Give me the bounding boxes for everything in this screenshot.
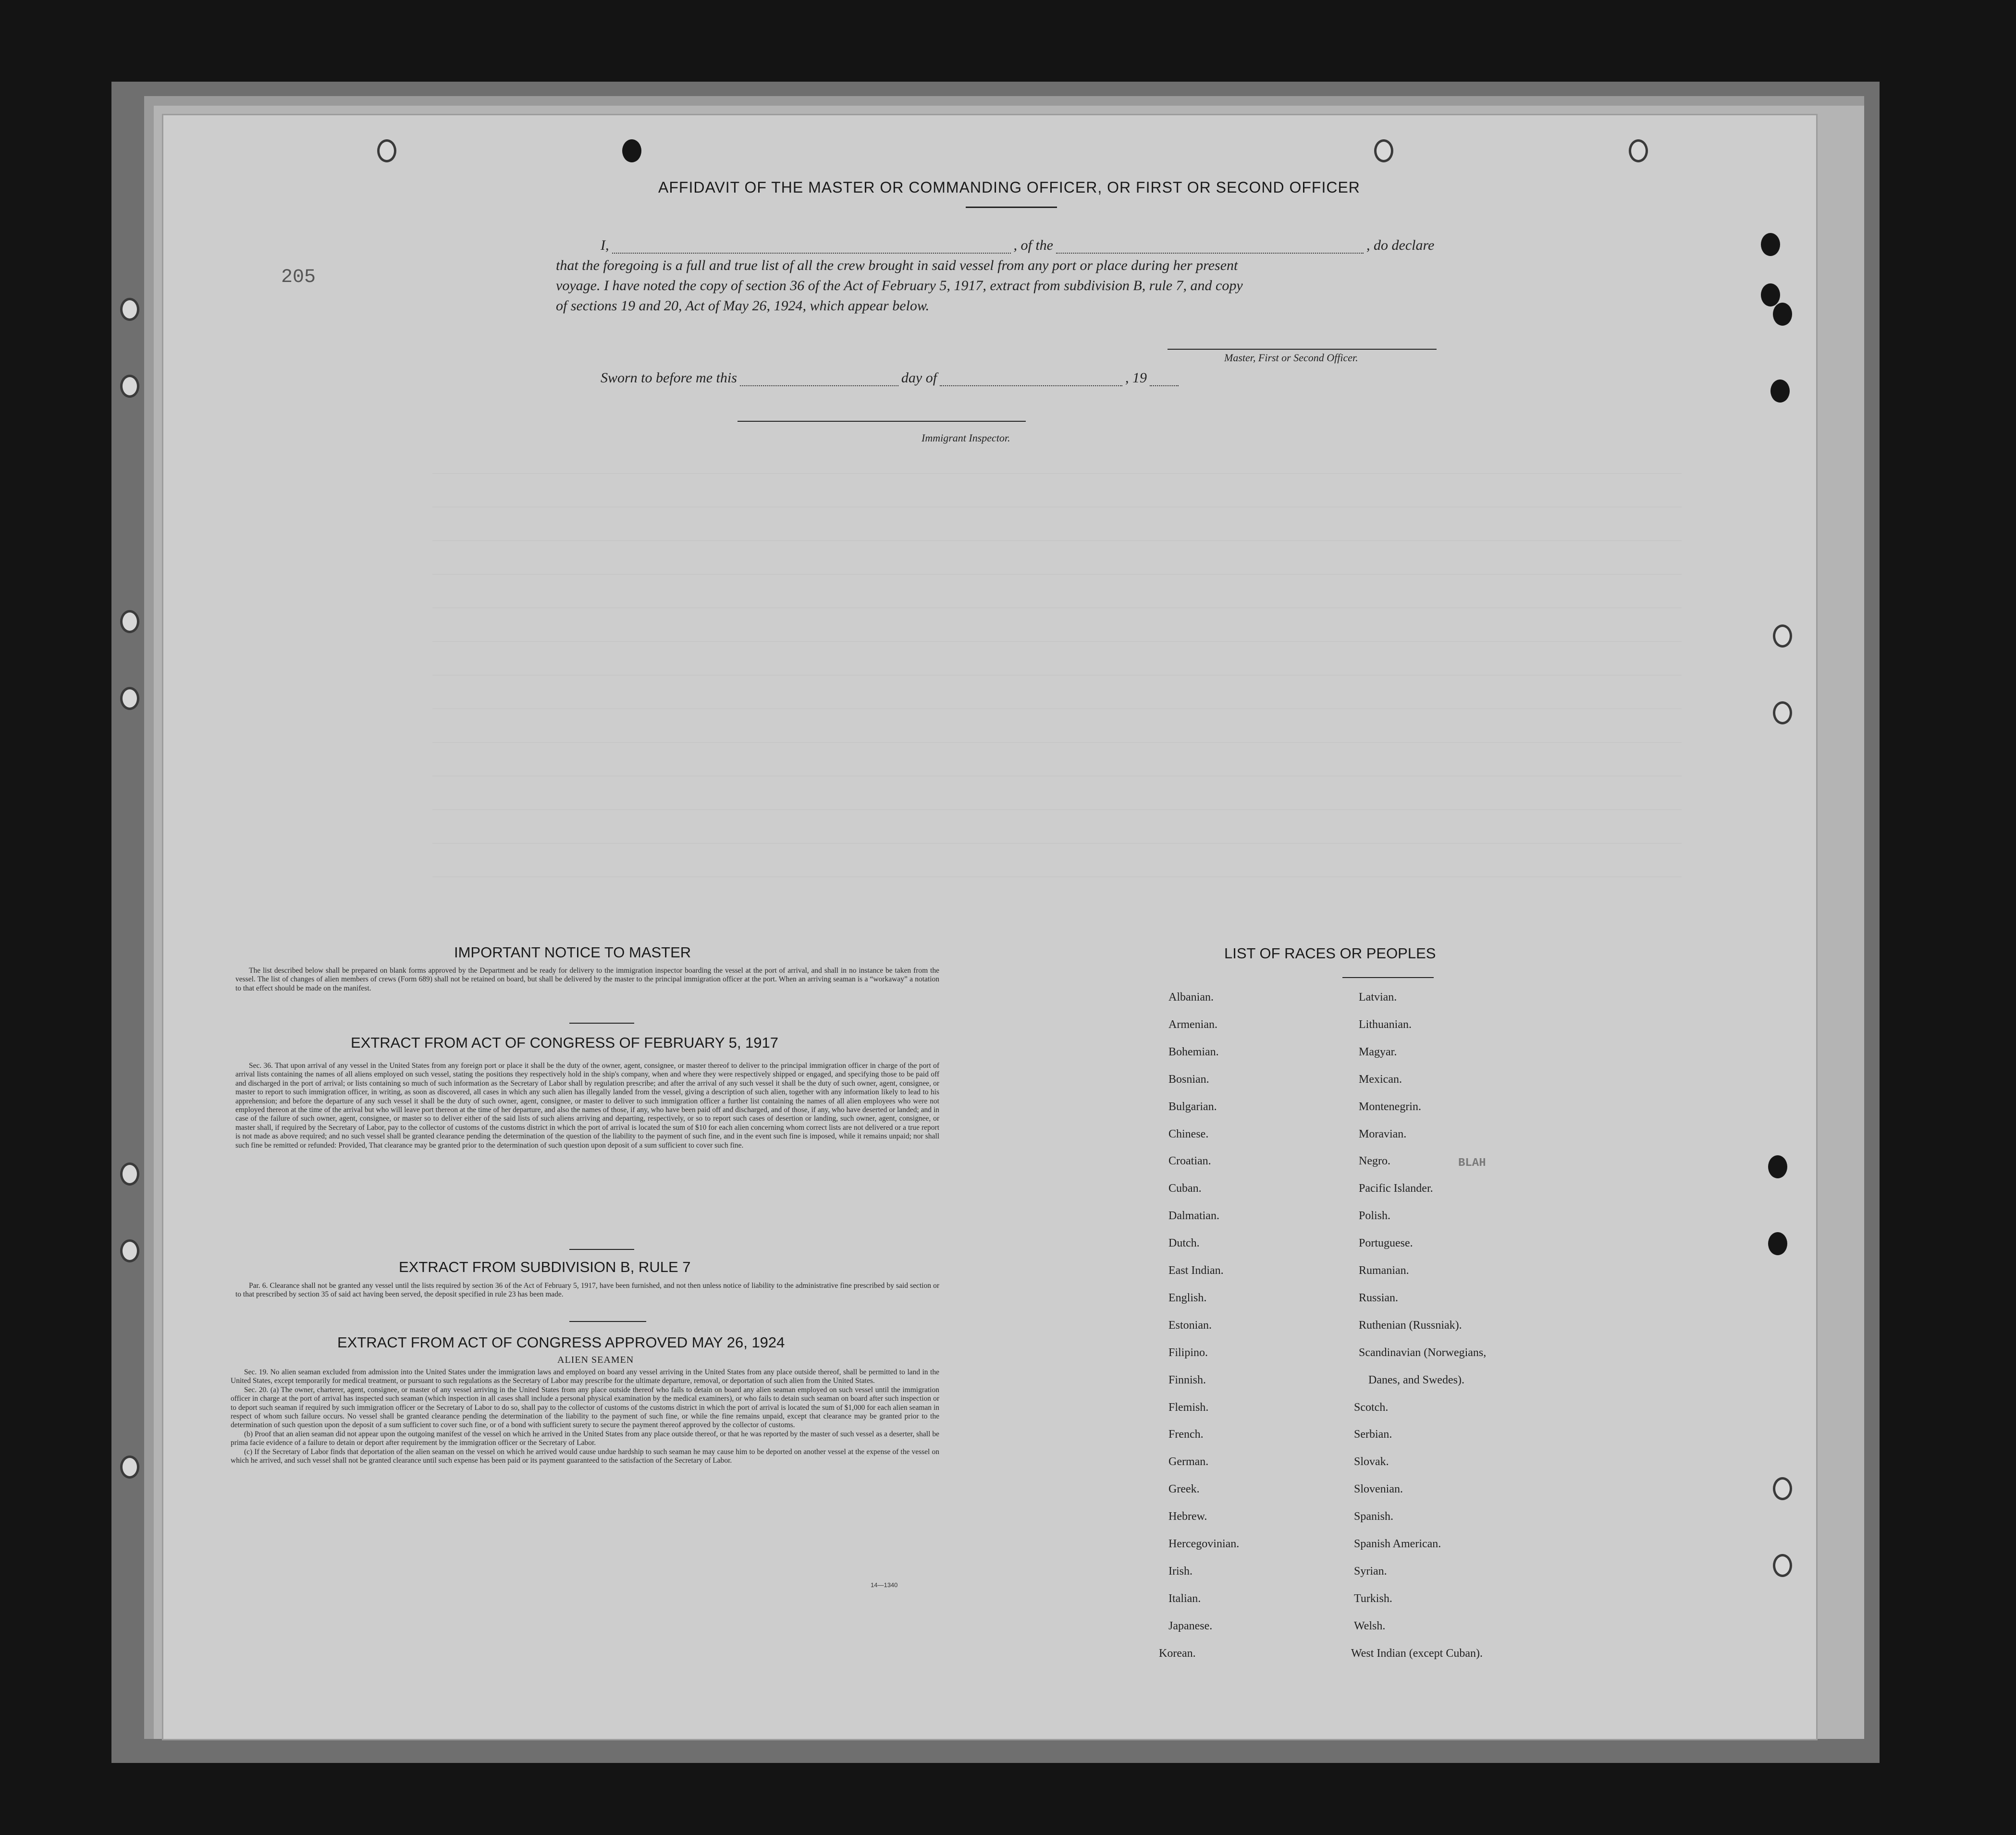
race-item: Chinese.: [1168, 1127, 1209, 1140]
race-item: West Indian (except Cuban).: [1351, 1647, 1483, 1660]
title-divider: [966, 207, 1057, 208]
bleed-through-rule: [432, 540, 1682, 541]
race-item: German.: [1168, 1456, 1209, 1468]
race-item: Latvian.: [1359, 991, 1397, 1003]
bleed-through-rule: [432, 843, 1682, 844]
bleed-through-rule: [432, 574, 1682, 575]
punch-hole: [622, 139, 641, 162]
punch-hole: [120, 375, 139, 398]
punch-hole: [1761, 283, 1780, 306]
day-blank: [740, 384, 898, 386]
sworn-text: Sworn to before me this: [601, 370, 737, 386]
form-number: 14—1340: [871, 1581, 898, 1589]
race-item: Hebrew.: [1168, 1510, 1207, 1523]
race-item: Spanish.: [1354, 1510, 1394, 1523]
punch-hole: [1768, 1232, 1787, 1255]
punch-hole: [1773, 1477, 1792, 1500]
race-item: Turkish.: [1354, 1592, 1392, 1605]
race-item: Korean.: [1159, 1647, 1196, 1660]
punch-hole: [120, 298, 139, 321]
punch-hole: [1629, 139, 1648, 162]
race-item: Dalmatian.: [1168, 1210, 1219, 1223]
section-36-paragraph: Sec. 36. That upon arrival of any vessel in the United States from any foreign port or place it shall be the duty of the owner, agent, consignee, or master thereof to deliver to the principal immigration officer in charge of the port of arrival lists containing the names of all aliens employed on such vessel, stating the positions they respectively hold in the ship's company, when and where they were respectively shipped or engaged, and specifying those to be paid off and discharged in the port of arrival; or lists containing so much of such information as the Secretary of Labor shall by regulation prescribe; and after the arrival of any such vessel it shall be the duty of such owner, agent, consignee, or master to report to such immigration officer, in writing, as soon as discovered, all cases in which any such alien has illegally landed from the vessel, giving a description of such alien, together with any information likely to lead to his apprehension; and before the departure of any such vessel it shall be the duty of such owner, agent, consignee, or master to deliver to such immigration officer a further list containing the names of all alien employees who were not employed thereon at the time of the arrival but who will leave port thereon at the time of her departure, and also the names of those, if any, who have been paid off and discharged, and of those, if any, who have deserted or landed; and in case of the failure of such owner, agent, consignee, or master so to deliver either of the said lists of such aliens arriving and departing, respectively, or so to report such cases of desertion or landing, such owner, agent, consignee, or master shall, if required by the Secretary of Labor, pay to the collector of customs of the customs district in which the port of arrival is located the sum of $10 for each alien concerning whom correct lists are not delivered or a true report is not made as above required; and no such vessel shall be granted clearance pending the determination of the question of the liability to the payment of such fine, and in the event such fine is imposed, while it remains unpaid; nor shall such fine be remitted or refunded: Provided, That clearance may be granted prior to the determination of such question upon deposit of a sum sufficient to cover such fine.: [235, 1062, 939, 1150]
races-divider: [1342, 977, 1434, 978]
extract-rule7-body: [235, 1282, 939, 1299]
race-item: Bohemian.: [1168, 1045, 1219, 1058]
races-title: LIST OF RACES OR PEOPLES: [1224, 945, 1436, 962]
race-item: Greek.: [1168, 1483, 1200, 1496]
alien-seamen-subtitle: ALIEN SEAMEN: [557, 1355, 634, 1365]
section-divider: [569, 1023, 634, 1024]
punch-hole: [120, 1239, 139, 1262]
race-item: Albanian.: [1168, 991, 1214, 1003]
race-item: Portuguese.: [1359, 1237, 1413, 1250]
race-item: Russian.: [1359, 1291, 1399, 1304]
race-item: Spanish American.: [1354, 1538, 1441, 1550]
bleed-through-rule: [432, 641, 1682, 642]
sworn-text: day of: [901, 370, 937, 386]
race-item: Rumanian.: [1359, 1264, 1409, 1277]
race-item: Welsh.: [1354, 1619, 1386, 1632]
race-item: Magyar.: [1359, 1045, 1397, 1058]
race-item: Slovenian.: [1354, 1483, 1403, 1496]
race-item: Scotch.: [1354, 1401, 1389, 1414]
affidavit-line-4: of sections 19 and 20, Act of May 26, 1924, which appear below.: [556, 298, 930, 314]
race-item: Lithuanian.: [1359, 1018, 1412, 1031]
race-item: Japanese.: [1168, 1619, 1213, 1632]
race-item: Irish.: [1168, 1565, 1192, 1578]
race-item: Scandinavian (Norwegians,: [1359, 1346, 1487, 1359]
race-item: Montenegrin.: [1359, 1100, 1421, 1113]
extract-1917-body: [235, 1062, 939, 1150]
par-6-paragraph: Par. 6. Clearance shall not be granted any vessel until the lists required by section 36 of the Act of February 5, 1917, have been furnished, and not then unless notice of liability to the administrative fine prescribed by said section or to that prescribed by section 35 of said act having been served, the deposit specified in rule 23 has been made.: [235, 1282, 939, 1299]
inspector-signature-line: [738, 421, 1026, 422]
punch-hole: [1761, 233, 1780, 256]
race-item: Bulgarian.: [1168, 1100, 1217, 1113]
race-item: Moravian.: [1359, 1127, 1407, 1140]
punch-hole: [1773, 624, 1792, 648]
race-item: Estonian.: [1168, 1319, 1212, 1332]
bleed-through-rule: [432, 809, 1682, 810]
affidavit-line-2: that the foregoing is a full and true list of all the crew brought in said vessel from any port or place during her present: [556, 257, 1238, 273]
punch-hole: [120, 687, 139, 710]
notice-paragraph: The list described below shall be prepared on blank forms approved by the Department and be ready for delivery to the immigration inspector boarding the vessel at the port of arrival, and shall in no instance be taken from the vessel. The list of changes of alien members of crews (Form 689) shall not be retained on board, but shall be delivered by the master to the principal immigration officer at the port. When an arriving seaman is a “workaway” a notation to that effect should be made on the manifest.: [235, 966, 939, 992]
vessel-blank: [1056, 252, 1364, 254]
race-item: Negro.: [1359, 1155, 1390, 1168]
race-item: Pacific Islander.: [1359, 1182, 1433, 1195]
race-item: East Indian.: [1168, 1264, 1224, 1277]
extract-1924-title: EXTRACT FROM ACT OF CONGRESS APPROVED MAY 26, 1924: [337, 1334, 785, 1351]
punch-hole: [1374, 139, 1393, 162]
race-item: Bosnian.: [1168, 1073, 1209, 1086]
master-signature-label: Master, First or Second Officer.: [1224, 352, 1358, 364]
punch-hole: [377, 139, 396, 162]
race-item: Flemish.: [1168, 1401, 1209, 1414]
bleed-through-rule: [432, 742, 1682, 743]
punch-hole: [1770, 379, 1790, 403]
extract-1917-title: EXTRACT FROM ACT OF CONGRESS OF FEBRUARY 5, 1917: [351, 1034, 779, 1051]
race-item: Croatian.: [1168, 1155, 1211, 1168]
race-item: English.: [1168, 1291, 1207, 1304]
punch-hole: [120, 1456, 139, 1479]
extract-rule7-title: EXTRACT FROM SUBDIVISION B, RULE 7: [399, 1259, 691, 1275]
race-item: Slovak.: [1354, 1456, 1389, 1468]
race-item: Finnish.: [1168, 1373, 1206, 1386]
punch-hole: [1768, 1155, 1787, 1178]
inspector-label: Immigrant Inspector.: [922, 432, 1010, 444]
master-signature-line: [1168, 349, 1437, 350]
faint-stamp: BLAH: [1458, 1157, 1486, 1170]
affidavit-line-3: voyage. I have noted the copy of section 36 of the Act of February 5, 1917, extract from subdivision B, rule 7, and copy: [556, 278, 1243, 294]
race-item: Polish.: [1359, 1210, 1391, 1223]
punch-hole: [120, 610, 139, 633]
sec-20b-paragraph: (b) Proof that an alien seaman did not appear upon the outgoing manifest of the vessel on which he arrived in the United States from any place outside thereof, or that he was reported by the master of such vessel as a deserter, shall be prima facie evidence of a failure to detain or deport after requirement by the immigration officer or the Secretary of Labor.: [231, 1430, 939, 1447]
bleed-through-rule: [432, 473, 1682, 474]
notice-title: IMPORTANT NOTICE TO MASTER: [454, 944, 691, 961]
section-divider: [569, 1321, 646, 1322]
notice-body: [235, 966, 939, 993]
section-divider: [569, 1249, 634, 1250]
race-item: Cuban.: [1168, 1182, 1202, 1195]
race-item: Danes, and Swedes).: [1368, 1373, 1464, 1386]
month-blank: [940, 384, 1122, 386]
punch-hole: [1773, 1554, 1792, 1577]
race-item: French.: [1168, 1428, 1204, 1441]
punch-hole: [120, 1162, 139, 1186]
sec-20a-paragraph: Sec. 20. (a) The owner, charterer, agent, consignee, or master of any vessel arriving in the United States from any place outside thereof who fails to detain on board any alien seaman employed on such vessel until the immigration officer in charge at the port of arrival has inspected such seaman (which inspection in all cases shall include a personal physical examination by the medical examiners), or who fails to detain such seaman on board after such inspection or to deport such seaman if required by such immigration officer or the Secretary of Labor to do so, shall pay to the collector of customs of the customs district in which the port of arrival is located the sum of $1,000 for each alien seaman in respect of whom such failure occurs. No vessel shall be granted clearance pending the determination of the liability to the payment of such fine, or while the fine remains unpaid, except that clearance may be granted prior to the determination of such question upon the deposit of a sum sufficient to cover such fine, or of a bond with sufficient surety to secure the payment thereof approved by the collector of customs.: [231, 1385, 939, 1430]
sec-19-paragraph: Sec. 19. No alien seaman excluded from admission into the United States under the immigration laws and employed on board any vessel arriving in the United States from any place outside thereof, shall be permitted to land in the United States, except temporarily for medical treatment, or pursuant to such regulations as the Secretary of Labor may prescribe for the ultimate departure, removal, or deportation of such alien from the United States.: [231, 1368, 939, 1385]
race-item: Hercegovinian.: [1168, 1538, 1240, 1550]
race-item: Syrian.: [1354, 1565, 1387, 1578]
document-page: [163, 115, 1816, 1739]
affidavit-text: I,: [601, 237, 609, 253]
year-blank: [1150, 384, 1179, 386]
race-item: Filipino.: [1168, 1346, 1208, 1359]
race-item: Serbian.: [1354, 1428, 1392, 1441]
race-item: Armenian.: [1168, 1018, 1217, 1031]
sworn-text: , 19: [1125, 370, 1147, 386]
affidavit-text: , of the: [1013, 237, 1053, 253]
punch-hole: [1773, 303, 1792, 326]
affidavit-text: , do declare: [1366, 237, 1435, 253]
race-item: Ruthenian (Russniak).: [1359, 1319, 1462, 1332]
race-item: Dutch.: [1168, 1237, 1200, 1250]
sworn-line: [601, 370, 1181, 386]
punch-hole: [1773, 701, 1792, 724]
affidavit-title: AFFIDAVIT OF THE MASTER OR COMMANDING OFFICER, OR FIRST OR SECOND OFFICER: [658, 179, 1360, 196]
affidavit-line-1: [601, 237, 1434, 254]
sec-20c-paragraph: (c) If the Secretary of Labor finds that deportation of the alien seaman on the vessel on which he arrived would cause undue hardship to such seaman he may cause him to be deported on another vessel at the expense of the vessel on which he arrived, and such vessel shall not be granted clearance until such expense has been paid or its payment guaranteed to the satisfaction of the Secretary of Labor.: [231, 1447, 939, 1465]
extract-1924-body: [231, 1368, 939, 1465]
race-item: Mexican.: [1359, 1073, 1402, 1086]
name-blank: [612, 252, 1011, 254]
race-item: Italian.: [1168, 1592, 1201, 1605]
corner-mark: 205: [281, 267, 316, 288]
